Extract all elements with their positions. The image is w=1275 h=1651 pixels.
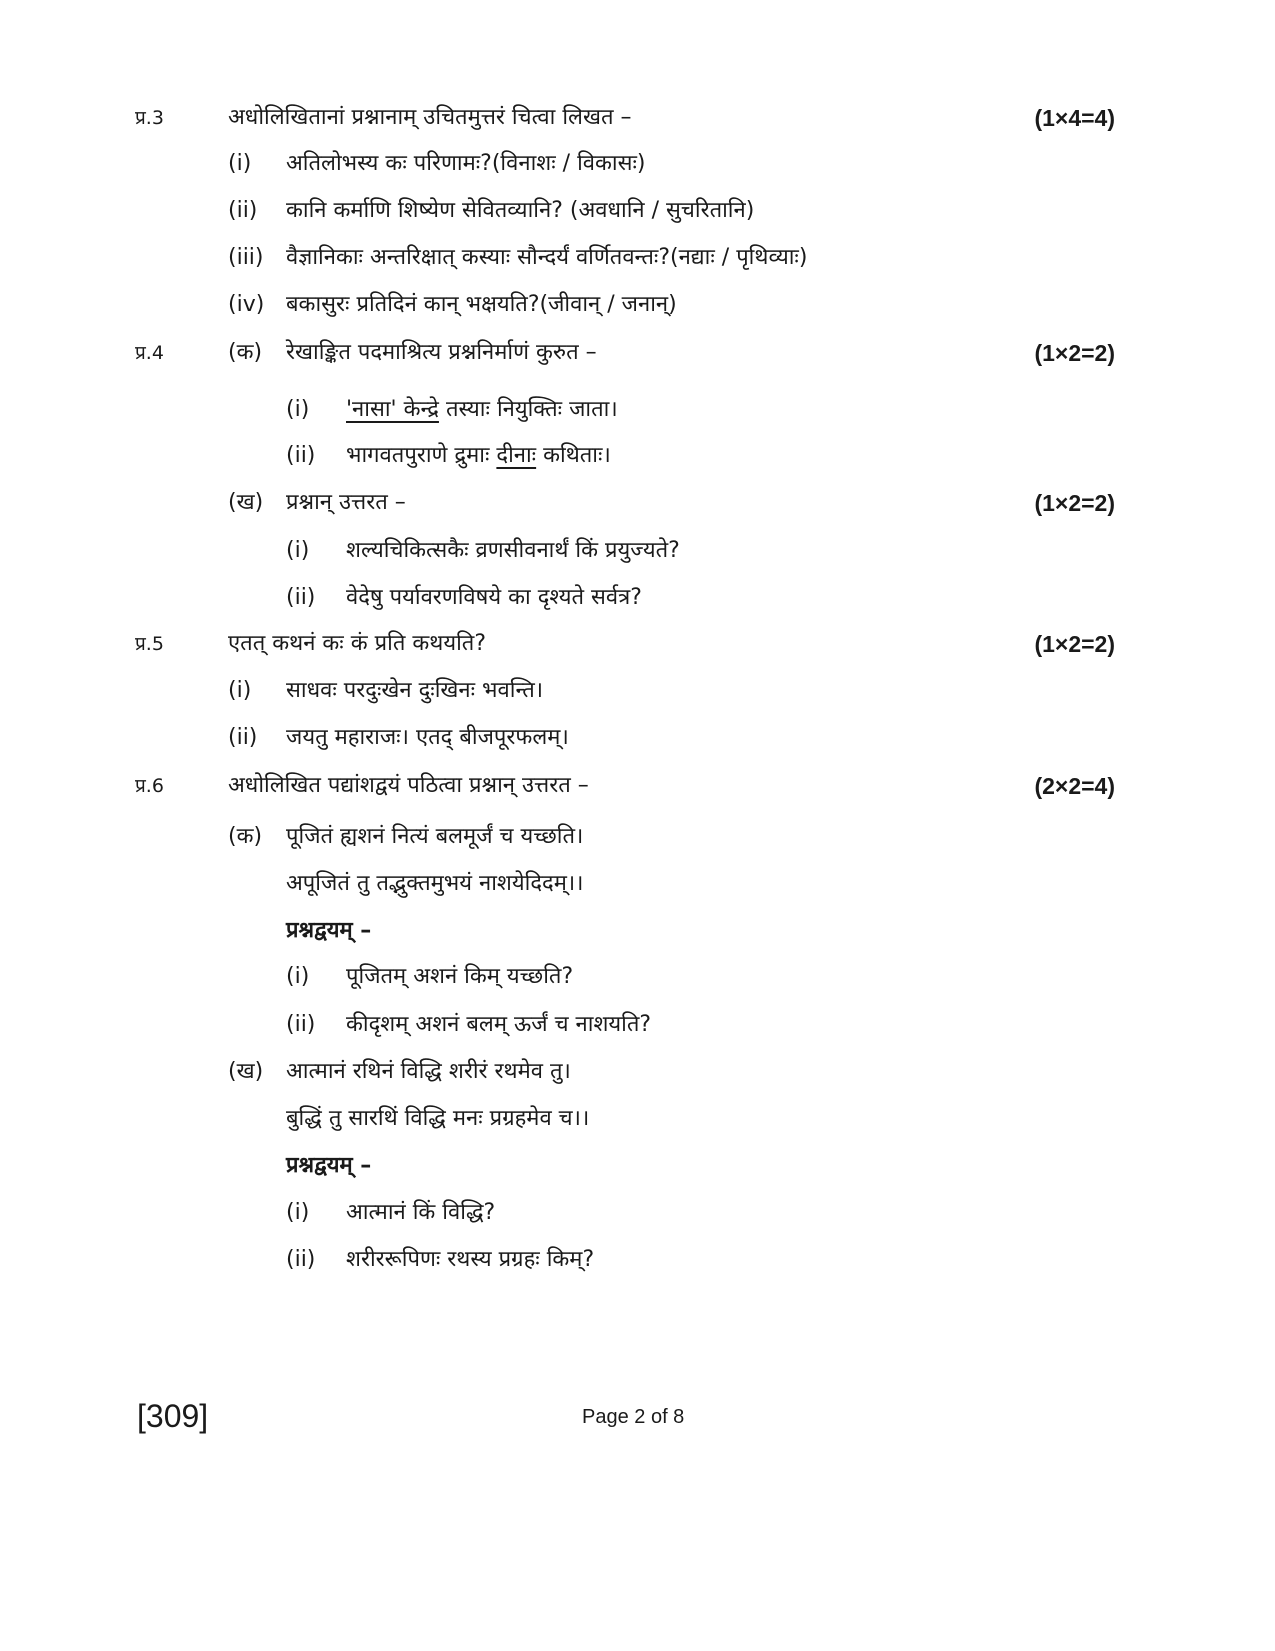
question-pair-heading: प्रश्नद्वयम् – [286, 918, 372, 943]
sub-label: (ख) [228, 490, 264, 515]
item-text [346, 434, 611, 478]
list-item [0, 1003, 1275, 1047]
item-text: आत्मानं किं विद्धि? [346, 1200, 496, 1225]
item-text: पूजितम् अशनं किम् यच्छति? [346, 964, 574, 989]
verse-text: अपूजितं तु तद्भुक्तमुभयं नाशयेदिदम्।। [286, 871, 584, 896]
list-item [0, 576, 1275, 620]
list-item [0, 189, 1275, 233]
question-text: रेखाङ्कित पदमाश्रित्य प्रश्ननिर्माणं कुरुत – [286, 340, 597, 365]
verse-text: पूजितं ह्यशनं नित्यं बलमूर्जं च यच्छति। [286, 824, 584, 849]
item-text: बकासुरः प्रतिदिनं कान् भक्षयति?(जीवान् / जनान्) [286, 292, 677, 317]
item-text-rest: तस्याः नियुक्तिः जाता। [438, 397, 618, 422]
item-label: (i) [286, 538, 310, 563]
item-text: अतिलोभस्य कः परिणामः?(विनाशः / विकासः) [286, 151, 646, 176]
verse-line [0, 1050, 1275, 1094]
verse-line [0, 815, 1275, 859]
marks-label: (1×2=2) [1034, 631, 1115, 657]
item-text: वैज्ञानिकाः अन्तरिक्षात् कस्याः सौन्दर्यं वर्णितवन्तः?(नद्याः / पृथिव्याः) [286, 245, 808, 270]
question-4-header [0, 331, 1275, 375]
question-number: प्र.4 [135, 342, 164, 364]
list-item [0, 529, 1275, 573]
item-label: (i) [228, 151, 252, 176]
page-number: Page 2 of 8 [582, 1406, 685, 1428]
item-label: (ii) [228, 198, 258, 223]
item-label: (i) [286, 1200, 310, 1225]
item-text: कानि कर्माणि शिष्येण सेवितव्यानि? (अवधानि / सुचरितानि) [286, 198, 755, 223]
marks-label: (2×2=4) [1034, 773, 1115, 799]
list-item [0, 283, 1275, 327]
question-text: प्रश्नान् उत्तरत – [286, 490, 406, 515]
verse-text: बुद्धिं तु सारथिं विद्धि मनः प्रग्रहमेव च।। [286, 1106, 590, 1131]
item-text: शल्यचिकित्सकैः व्रणसीवनार्थं किं प्रयुज्यते? [346, 538, 680, 563]
item-label: (i) [286, 964, 310, 989]
marks-label: (1×2=2) [1034, 340, 1115, 366]
marks-label: (1×2=2) [1034, 490, 1115, 516]
item-label: (i) [286, 397, 310, 422]
item-text [346, 388, 618, 432]
item-text: जयतु महाराजः। एतद् बीजपूरफलम्। [286, 725, 569, 750]
list-item [0, 388, 1275, 432]
list-item [0, 434, 1275, 478]
paper-code: [309] [137, 1398, 209, 1434]
question-number: प्र.5 [135, 633, 164, 655]
item-label: (i) [228, 678, 252, 703]
item-label: (ii) [286, 443, 316, 468]
question-pair-heading: प्रश्नद्वयम् – [286, 1153, 372, 1178]
verse-text: आत्मानं रथिनं विद्धि शरीरं रथमेव तु। [286, 1059, 571, 1084]
item-text: साधवः परदुःखेन दुःखिनः भवन्ति। [286, 678, 544, 703]
item-label: (iv) [228, 292, 265, 317]
item-text: कीदृशम् अशनं बलम् ऊर्जं च नाशयति? [346, 1012, 652, 1037]
item-label: (ii) [286, 1247, 316, 1272]
underlined-word: दीनाः [496, 443, 537, 468]
item-text: शरीररूपिणः रथस्य प्रग्रहः किम्? [346, 1247, 595, 1272]
sub-heading [0, 909, 1275, 953]
sub-heading [0, 1144, 1275, 1188]
list-item [0, 1238, 1275, 1282]
list-item [0, 669, 1275, 713]
item-label: (ii) [228, 725, 258, 750]
list-item [0, 716, 1275, 760]
question-text: एतत् कथनं कः कं प्रति कथयति? [228, 631, 486, 656]
question-5-header [0, 622, 1275, 666]
list-item [0, 1191, 1275, 1235]
item-text-pre: भागवतपुराणे द्रुमाः [346, 443, 497, 468]
marks-label: (1×4=4) [1034, 105, 1115, 131]
list-item [0, 955, 1275, 999]
sub-label: (क) [228, 340, 263, 365]
item-text: वेदेषु पर्यावरणविषये का दृश्यते सर्वत्र? [346, 585, 642, 610]
question-text: अधोलिखितानां प्रश्नानाम् उचितमुत्तरं चित्वा लिखत – [228, 105, 632, 130]
question-text: अधोलिखित पद्यांशद्वयं पठित्वा प्रश्नान् उत्तरत – [228, 773, 589, 798]
item-label: (iii) [228, 245, 264, 270]
question-number: प्र.3 [135, 107, 164, 129]
sub-label: (ख) [228, 1059, 264, 1084]
underlined-word: 'नासा' केन्द्रे [346, 397, 439, 422]
item-label: (ii) [286, 1012, 316, 1037]
list-item [0, 142, 1275, 186]
sub-label: (क) [228, 824, 263, 849]
item-text-post: कथिताः। [536, 443, 611, 468]
question-number: प्र.6 [135, 775, 164, 797]
item-label: (ii) [286, 585, 316, 610]
question-3-header [0, 96, 1275, 140]
list-item [0, 236, 1275, 280]
verse-line [0, 862, 1275, 906]
verse-line [0, 1097, 1275, 1141]
question-4-kha-header [0, 481, 1275, 525]
question-6-header [0, 764, 1275, 808]
